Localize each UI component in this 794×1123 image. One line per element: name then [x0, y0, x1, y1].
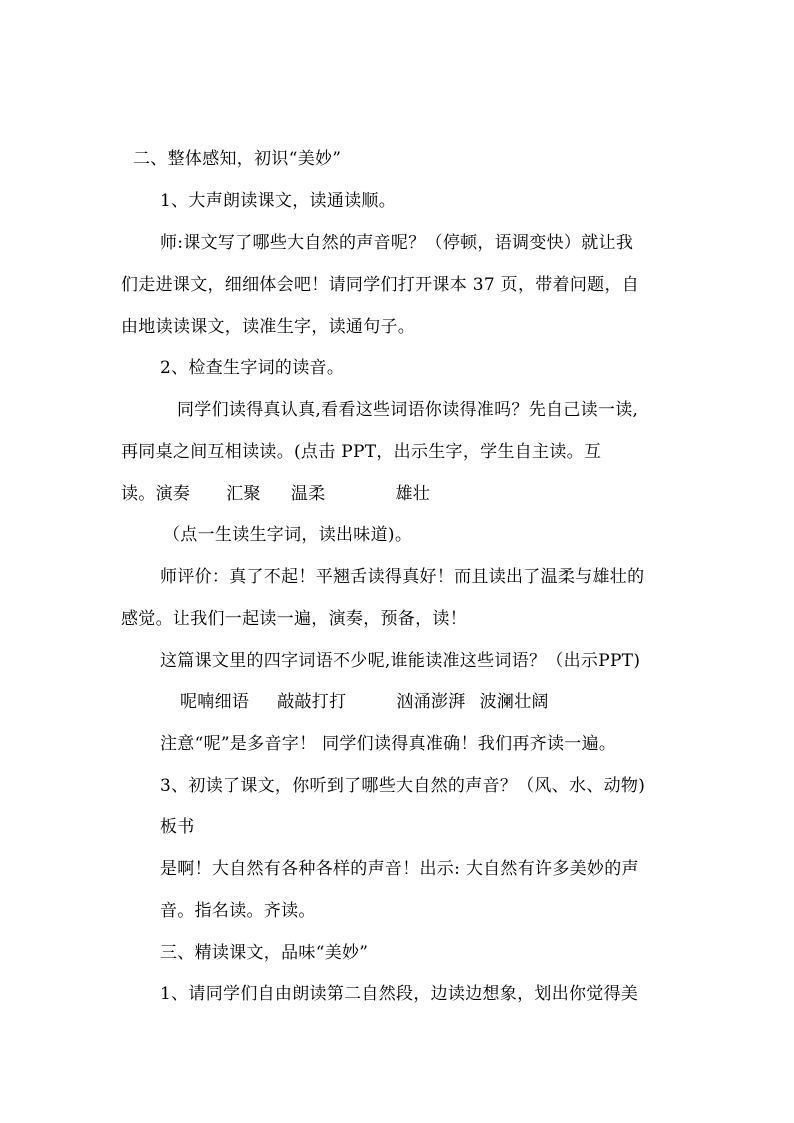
summary-line-2: 音。指名读。齐读。 [160, 901, 316, 921]
section-3-step-1: 1、请同学们自由朗读第二自然段，边读边想象，划出你觉得美 [160, 984, 639, 1004]
teacher-paragraph-line-2: 们走进课文，细细体会吧！请同学们打开课本 37 页，带着问题，自 [121, 275, 640, 295]
step-1-read-aloud: 1、大声朗读课文，读通读顺。 [160, 191, 397, 211]
idioms-intro: 这篇课文里的四字词语不少呢,谁能读准这些词语？（出示PPT) [160, 651, 641, 671]
vocabulary-word: 演奏 [155, 484, 191, 504]
check-paragraph-line-2: 再同桌之间互相读读。(点击 PPT，出示生字，学生自主读。互 [121, 442, 602, 462]
teacher-paragraph-line-3: 由地读读课文，读准生字，读通句子。 [121, 317, 416, 337]
vocabulary-prefix: 读。 [121, 484, 156, 504]
summary-line-1: 是啊！大自然有各种各样的声音！出示: 大自然有许多美妙的声 [160, 859, 639, 879]
vocabulary-words-line [121, 483, 430, 505]
vocabulary-word: 汇聚 [226, 484, 261, 504]
section-heading-2: 二、整体感知，初识“美妙” [133, 149, 342, 169]
vocabulary-word: 温柔 [290, 484, 326, 504]
section-heading-3: 三、精读课文，品味“美妙” [160, 943, 369, 963]
idioms-line [180, 691, 549, 713]
idiom-word: 敲敲打打 [277, 692, 347, 712]
idiom-word: 波澜壮阔 [479, 692, 549, 712]
evaluation-line-1: 师评价：真了不起！平翘舌读得真好！而且读出了温柔与雄壮的 [160, 567, 645, 587]
check-paragraph-line-1: 同学们读得真认真,看看这些词语你读得准吗？先自己读一读, [177, 400, 639, 420]
step-2-check-pronunciation: 2、检查生字词的读音。 [160, 358, 345, 378]
evaluation-line-2: 感觉。让我们一起读一遍，演奏，预备，读！ [121, 609, 467, 629]
idiom-word: 呢喃细语 [180, 692, 250, 712]
idiom-word: 汹涌澎湃 [396, 692, 466, 712]
attention-note: 注意“呢”是多音字！ 同学们读得真准确！我们再齐读一遍。 [160, 734, 617, 754]
teacher-paragraph-line-1: 师:课文写了哪些大自然的声音呢？（停顿，语调变快）就让我 [160, 233, 634, 253]
step-3-first-reading: 3、初读了课文，你听到了哪些大自然的声音？（风、水、动物) [160, 776, 646, 796]
board-writing-label: 板书 [160, 817, 195, 837]
vocabulary-word: 雄壮 [395, 484, 431, 504]
read-note: （点一生读生字词，读出味道)。 [163, 525, 413, 545]
